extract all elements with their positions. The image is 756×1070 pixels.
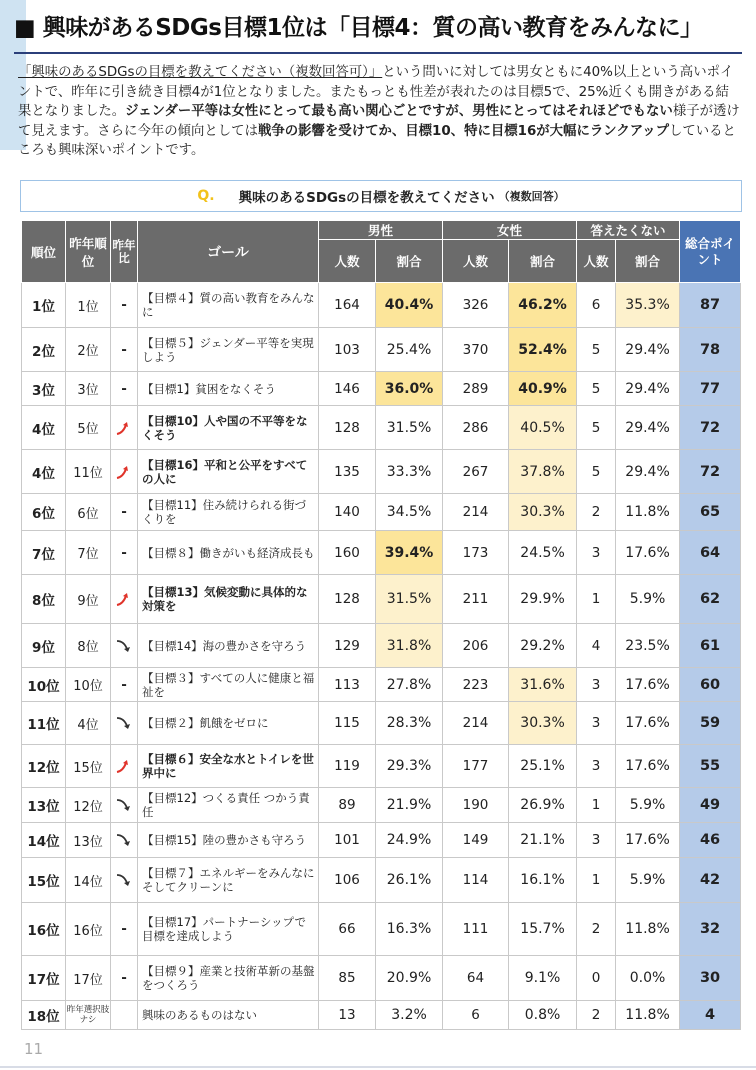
table-row	[22, 450, 741, 494]
no-answer-count-cell: 3	[577, 702, 616, 745]
goal-cell: 【目標14】海の豊かさを守ろう	[138, 624, 319, 668]
female-ratio-cell: 21.1%	[509, 823, 577, 858]
male-count-cell: 103	[319, 328, 376, 372]
no-answer-count-cell: 1	[577, 858, 616, 903]
no-answer-count-cell: 5	[577, 372, 616, 406]
points-cell: 4	[680, 1001, 741, 1030]
title-underline	[14, 52, 742, 54]
prev-rank-cell: 10位	[66, 668, 111, 702]
goal-cell: 【目標８】働きがいも経済成長も	[138, 531, 319, 575]
goal-cell: 【目標15】陸の豊かさも守ろう	[138, 823, 319, 858]
rank-cell: 14位	[22, 823, 66, 858]
no-answer-ratio-cell: 23.5%	[616, 624, 680, 668]
points-cell: 65	[680, 494, 741, 531]
rank-cell: 6位	[22, 494, 66, 531]
prev-rank-cell: 6位	[66, 494, 111, 531]
question-note: （複数回答）	[498, 190, 565, 203]
female-count-cell: 6	[443, 1001, 509, 1030]
trend-cell	[111, 575, 138, 624]
prev-rank-cell: 3位	[66, 372, 111, 406]
table-row	[22, 283, 741, 328]
no-answer-ratio-cell: 29.4%	[616, 372, 680, 406]
no-answer-count-cell: 4	[577, 624, 616, 668]
trend-same-icon: -	[121, 970, 127, 986]
header-female-ratio: 割合	[509, 240, 577, 283]
table-row	[22, 903, 741, 956]
trend-cell	[111, 531, 138, 575]
trend-same-icon: -	[121, 341, 127, 358]
points-cell: 30	[680, 956, 741, 1001]
trend-up-icon	[115, 591, 133, 607]
trend-cell	[111, 406, 138, 450]
female-count-cell: 326	[443, 283, 509, 328]
no-answer-ratio-cell: 11.8%	[616, 1001, 680, 1030]
table-row	[22, 788, 741, 823]
table-row	[22, 956, 741, 1001]
header-male-ratio: 割合	[376, 240, 443, 283]
points-cell: 61	[680, 624, 741, 668]
trend-cell	[111, 858, 138, 903]
male-ratio-cell: 28.3%	[376, 702, 443, 745]
no-answer-count-cell: 2	[577, 903, 616, 956]
male-count-cell: 89	[319, 788, 376, 823]
male-count-cell: 13	[319, 1001, 376, 1030]
header-female-count: 人数	[443, 240, 509, 283]
male-ratio-cell: 33.3%	[376, 450, 443, 494]
rank-cell: 9位	[22, 624, 66, 668]
no-answer-ratio-cell: 5.9%	[616, 788, 680, 823]
trend-cell	[111, 450, 138, 494]
trend-down-icon	[115, 832, 133, 848]
no-answer-ratio-cell: 17.6%	[616, 668, 680, 702]
intro-text-3: しているところも興味深いポイントです。	[18, 123, 736, 159]
table-row	[22, 624, 741, 668]
points-cell: 77	[680, 372, 741, 406]
male-ratio-cell: 31.5%	[376, 406, 443, 450]
female-ratio-cell: 30.3%	[509, 702, 577, 745]
prev-rank-cell: 2位	[66, 328, 111, 372]
rank-cell: 7位	[22, 531, 66, 575]
no-answer-count-cell: 3	[577, 745, 616, 788]
no-answer-count-cell: 5	[577, 328, 616, 372]
goal-cell: 【目標２】飢餓をゼロに	[138, 702, 319, 745]
rank-cell: 12位	[22, 745, 66, 788]
page-number: 11	[24, 1040, 44, 1058]
female-ratio-cell: 26.9%	[509, 788, 577, 823]
goal-cell: 【目標17】パートナーシップで目標を達成しよう	[138, 903, 319, 956]
trend-down-icon	[115, 797, 133, 813]
trend-cell	[111, 372, 138, 406]
trend-cell	[111, 745, 138, 788]
male-ratio-cell: 16.3%	[376, 903, 443, 956]
trend-same-icon: -	[121, 676, 127, 693]
rank-cell: 15位	[22, 858, 66, 903]
intro-question-quote: 「興味のあるSDGsの目標を教えてください（複数回答可）」	[18, 65, 383, 80]
goal-cell: 【目標12】つくる責任 つかう責任	[138, 788, 319, 823]
male-ratio-cell: 34.5%	[376, 494, 443, 531]
goal-cell: 【目標10】人や国の不平等をなくそう	[138, 406, 319, 450]
male-ratio-cell: 25.4%	[376, 328, 443, 372]
trend-cell	[111, 702, 138, 745]
male-count-cell: 146	[319, 372, 376, 406]
prev-rank-cell: 15位	[66, 745, 111, 788]
no-answer-ratio-cell: 17.6%	[616, 823, 680, 858]
female-ratio-cell: 16.1%	[509, 858, 577, 903]
table-row	[22, 406, 741, 450]
male-ratio-cell: 29.3%	[376, 745, 443, 788]
female-count-cell: 223	[443, 668, 509, 702]
rank-cell: 3位	[22, 372, 66, 406]
points-cell: 46	[680, 823, 741, 858]
no-answer-ratio-cell: 11.8%	[616, 903, 680, 956]
rank-cell: 4位	[22, 406, 66, 450]
no-answer-ratio-cell: 17.6%	[616, 531, 680, 575]
male-count-cell: 106	[319, 858, 376, 903]
female-ratio-cell: 31.6%	[509, 668, 577, 702]
goal-cell: 【目標７】エネルギーをみんなに そしてクリーンに	[138, 858, 319, 903]
female-ratio-cell: 29.2%	[509, 624, 577, 668]
female-count-cell: 177	[443, 745, 509, 788]
goal-cell: 【目標９】産業と技術革新の基盤をつくろう	[138, 956, 319, 1001]
trend-up-icon	[115, 420, 133, 436]
female-count-cell: 370	[443, 328, 509, 372]
female-ratio-cell: 29.9%	[509, 575, 577, 624]
header-male-count: 人数	[319, 240, 376, 283]
trend-cell	[111, 494, 138, 531]
male-count-cell: 66	[319, 903, 376, 956]
question-box	[20, 180, 742, 212]
female-count-cell: 149	[443, 823, 509, 858]
table-row	[22, 372, 741, 406]
female-count-cell: 211	[443, 575, 509, 624]
female-ratio-cell: 37.8%	[509, 450, 577, 494]
male-count-cell: 85	[319, 956, 376, 1001]
trend-cell	[111, 1001, 138, 1030]
no-answer-ratio-cell: 17.6%	[616, 702, 680, 745]
question-mark: Q.	[197, 188, 215, 204]
rank-cell: 16位	[22, 903, 66, 956]
trend-same-icon: -	[121, 297, 127, 313]
female-count-cell: 214	[443, 702, 509, 745]
points-cell: 72	[680, 406, 741, 450]
goal-cell: 【目標13】気候変動に具体的な対策を	[138, 575, 319, 624]
trend-down-icon	[115, 638, 133, 654]
trend-cell	[111, 956, 138, 1001]
prev-rank-cell: 14位	[66, 858, 111, 903]
points-cell: 55	[680, 745, 741, 788]
table-row	[22, 745, 741, 788]
no-answer-ratio-cell: 11.8%	[616, 494, 680, 531]
header-rank: 順位	[22, 221, 66, 283]
no-answer-count-cell: 6	[577, 283, 616, 328]
rank-cell: 11位	[22, 702, 66, 745]
table-row	[22, 575, 741, 624]
trend-same-icon: -	[121, 544, 127, 561]
female-ratio-cell: 0.8%	[509, 1001, 577, 1030]
points-cell: 32	[680, 903, 741, 956]
rank-cell: 8位	[22, 575, 66, 624]
prev-rank-cell: 5位	[66, 406, 111, 450]
male-count-cell: 115	[319, 702, 376, 745]
goal-cell: 【目標16】平和と公平をすべての人に	[138, 450, 319, 494]
female-count-cell: 214	[443, 494, 509, 531]
no-answer-ratio-cell: 0.0%	[616, 956, 680, 1001]
trend-up-icon	[115, 464, 133, 480]
female-ratio-cell: 24.5%	[509, 531, 577, 575]
header-no-answer-ratio: 割合	[616, 240, 680, 283]
table-row	[22, 494, 741, 531]
trend-same-icon: -	[121, 504, 127, 520]
male-ratio-cell: 3.2%	[376, 1001, 443, 1030]
intro-bold-1: ジェンダー平等は女性にとって最も高い関心ごとですが、男性にとってはそれほどでもない	[125, 104, 673, 120]
no-answer-count-cell: 5	[577, 406, 616, 450]
prev-rank-cell: 16位	[66, 903, 111, 956]
header-male: 男性	[319, 221, 443, 240]
female-ratio-cell: 40.9%	[509, 372, 577, 406]
rank-cell: 17位	[22, 956, 66, 1001]
intro-bold-2: 戦争の影響を受けてか、目標10、特に目標16が大幅にランクアップ	[257, 123, 669, 139]
female-count-cell: 289	[443, 372, 509, 406]
female-ratio-cell: 25.1%	[509, 745, 577, 788]
results-table	[21, 220, 741, 1030]
male-ratio-cell: 24.9%	[376, 823, 443, 858]
prev-rank-cell: 11位	[66, 450, 111, 494]
male-count-cell: 128	[319, 406, 376, 450]
male-ratio-cell: 31.8%	[376, 624, 443, 668]
no-answer-count-cell: 3	[577, 823, 616, 858]
table-row	[22, 668, 741, 702]
header-change: 昨年比	[111, 221, 138, 283]
intro-text-1: という問いに対しては男女ともに40%以上という高いポイントで、昨年に引き続き目標4が1位となりました。またもっとも性差が表れたのは目標5で、25%近くも開きがある結果となりました。	[18, 65, 734, 120]
male-count-cell: 164	[319, 283, 376, 328]
no-answer-ratio-cell: 29.4%	[616, 406, 680, 450]
rank-cell: 4位	[22, 450, 66, 494]
header-prev-rank: 昨年順位	[66, 221, 111, 283]
female-count-cell: 64	[443, 956, 509, 1001]
rank-cell: 2位	[22, 328, 66, 372]
male-count-cell: 119	[319, 745, 376, 788]
female-ratio-cell: 9.1%	[509, 956, 577, 1001]
male-ratio-cell: 21.9%	[376, 788, 443, 823]
male-count-cell: 129	[319, 624, 376, 668]
header-goal: ゴール	[138, 221, 319, 283]
female-ratio-cell: 46.2%	[509, 283, 577, 328]
prev-rank-cell: 12位	[66, 788, 111, 823]
female-count-cell: 267	[443, 450, 509, 494]
table-row	[22, 328, 741, 372]
points-cell: 62	[680, 575, 741, 624]
trend-same-icon: -	[121, 380, 127, 397]
trend-down-icon	[115, 715, 133, 731]
trend-cell	[111, 668, 138, 702]
male-ratio-cell: 31.5%	[376, 575, 443, 624]
question-text: 興味のあるSDGsの目標を教えてください	[238, 190, 495, 206]
no-answer-ratio-cell: 5.9%	[616, 858, 680, 903]
trend-cell	[111, 903, 138, 956]
table-row	[22, 1001, 741, 1030]
points-cell: 72	[680, 450, 741, 494]
table-row	[22, 531, 741, 575]
rank-cell: 1位	[22, 283, 66, 328]
goal-cell: 【目標３】すべての人に健康と福祉を	[138, 668, 319, 702]
goal-cell: 【目標６】安全な水とトイレを世界中に	[138, 745, 319, 788]
table-row	[22, 702, 741, 745]
header-female: 女性	[443, 221, 577, 240]
no-answer-ratio-cell: 35.3%	[616, 283, 680, 328]
no-answer-count-cell: 2	[577, 494, 616, 531]
trend-cell	[111, 823, 138, 858]
intro-text-2: 様子が透けて見えます。さらに今年の傾向としては	[18, 104, 740, 139]
page-title: ■ 興味があるSDGs目標1位は「目標4：質の高い教育をみんなに」	[14, 15, 703, 41]
trend-cell	[111, 328, 138, 372]
no-answer-count-cell: 2	[577, 1001, 616, 1030]
male-ratio-cell: 26.1%	[376, 858, 443, 903]
male-count-cell: 135	[319, 450, 376, 494]
prev-rank-cell: 1位	[66, 283, 111, 328]
rank-cell: 13位	[22, 788, 66, 823]
goal-cell: 興味のあるものはない	[138, 1001, 319, 1030]
table-row	[22, 823, 741, 858]
male-count-cell: 128	[319, 575, 376, 624]
no-answer-count-cell: 5	[577, 450, 616, 494]
female-count-cell: 114	[443, 858, 509, 903]
goal-cell: 【目標1】貧困をなくそう	[138, 372, 319, 406]
prev-rank-cell: 8位	[66, 624, 111, 668]
goal-cell: 【目標11】住み続けられる街づくりを	[138, 494, 319, 531]
points-cell: 78	[680, 328, 741, 372]
female-count-cell: 111	[443, 903, 509, 956]
points-cell: 64	[680, 531, 741, 575]
trend-same-icon: -	[121, 921, 127, 937]
prev-rank-cell: 9位	[66, 575, 111, 624]
prev-rank-cell: 7位	[66, 531, 111, 575]
male-ratio-cell: 27.8%	[376, 668, 443, 702]
header-points: 総合ポイント	[680, 221, 741, 283]
no-answer-count-cell: 1	[577, 788, 616, 823]
prev-rank-cell: 17位	[66, 956, 111, 1001]
header-no-answer-count: 人数	[577, 240, 616, 283]
no-answer-ratio-cell: 29.4%	[616, 328, 680, 372]
male-count-cell: 140	[319, 494, 376, 531]
no-answer-count-cell: 3	[577, 668, 616, 702]
female-count-cell: 173	[443, 531, 509, 575]
points-cell: 49	[680, 788, 741, 823]
female-ratio-cell: 30.3%	[509, 494, 577, 531]
male-ratio-cell: 40.4%	[376, 283, 443, 328]
female-ratio-cell: 40.5%	[509, 406, 577, 450]
intro-paragraph	[18, 63, 740, 161]
prev-rank-cell: 13位	[66, 823, 111, 858]
goal-cell: 【目標４】質の高い教育をみんなに	[138, 283, 319, 328]
female-ratio-cell: 15.7%	[509, 903, 577, 956]
trend-cell	[111, 283, 138, 328]
points-cell: 87	[680, 283, 741, 328]
header-no-answer: 答えたくない	[577, 221, 680, 240]
no-answer-ratio-cell: 29.4%	[616, 450, 680, 494]
female-count-cell: 286	[443, 406, 509, 450]
trend-up-icon	[115, 758, 133, 774]
female-count-cell: 190	[443, 788, 509, 823]
trend-cell	[111, 788, 138, 823]
table-row	[22, 858, 741, 903]
no-answer-count-cell: 0	[577, 956, 616, 1001]
prev-rank-cell: 4位	[66, 702, 111, 745]
no-answer-ratio-cell: 5.9%	[616, 575, 680, 624]
trend-down-icon	[115, 872, 133, 888]
no-answer-count-cell: 3	[577, 531, 616, 575]
male-count-cell: 101	[319, 823, 376, 858]
male-count-cell: 113	[319, 668, 376, 702]
male-count-cell: 160	[319, 531, 376, 575]
male-ratio-cell: 20.9%	[376, 956, 443, 1001]
no-answer-count-cell: 1	[577, 575, 616, 624]
male-ratio-cell: 39.4%	[376, 531, 443, 575]
rank-cell: 10位	[22, 668, 66, 702]
no-answer-ratio-cell: 17.6%	[616, 745, 680, 788]
goal-cell: 【目標５】ジェンダー平等を実現しよう	[138, 328, 319, 372]
male-ratio-cell: 36.0%	[376, 372, 443, 406]
female-count-cell: 206	[443, 624, 509, 668]
footer-rule	[0, 1066, 756, 1068]
prev-rank-cell: 昨年選択肢ナシ	[66, 1001, 111, 1030]
points-cell: 60	[680, 668, 741, 702]
points-cell: 42	[680, 858, 741, 903]
points-cell: 59	[680, 702, 741, 745]
trend-cell	[111, 624, 138, 668]
rank-cell: 18位	[22, 1001, 66, 1030]
female-ratio-cell: 52.4%	[509, 328, 577, 372]
